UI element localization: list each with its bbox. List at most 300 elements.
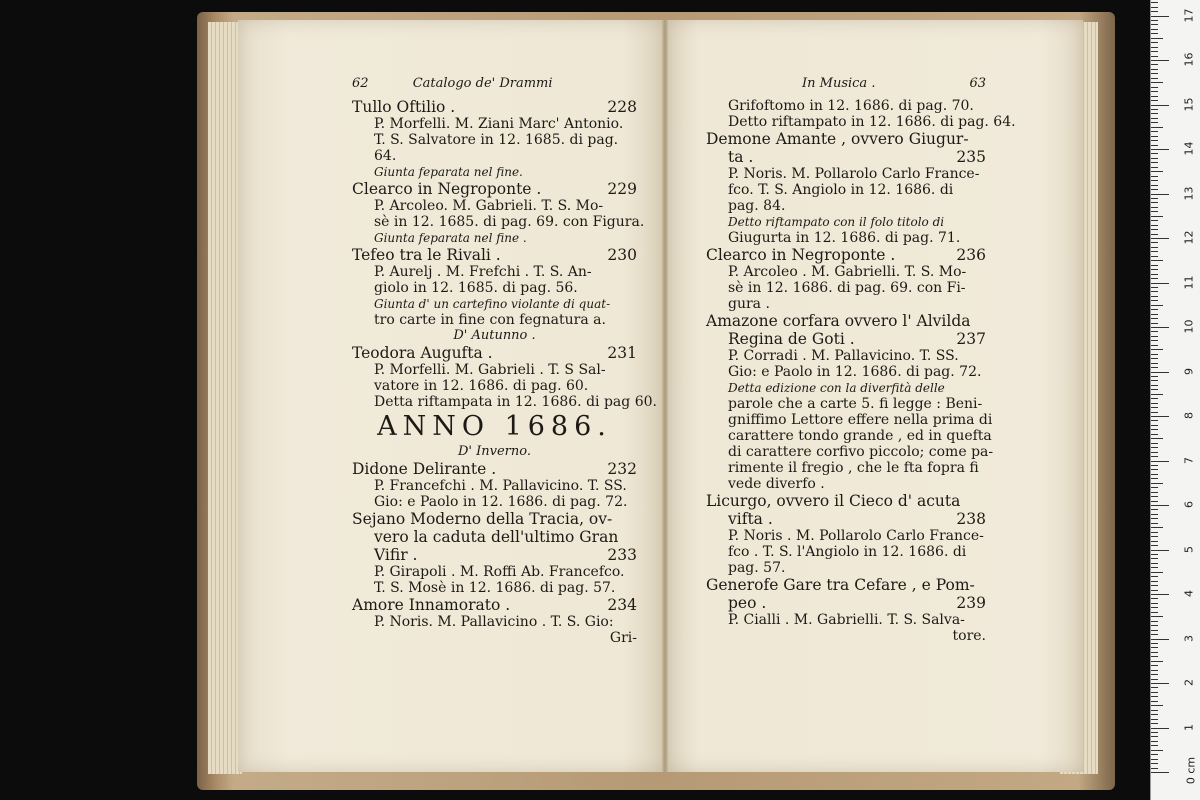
entry-title: [352, 546, 637, 564]
running-title: In Musica .: [802, 76, 876, 91]
line-text: fco . T. S. l'Angiolo in 12. 1686. di: [728, 544, 967, 560]
ruler-label: 12: [1182, 230, 1196, 245]
left-page-text: [352, 76, 657, 646]
ruler-tick: [1151, 2, 1158, 3]
ruler-tick: [1151, 692, 1158, 693]
ruler-label: 11: [1182, 275, 1196, 289]
ruler-tick: [1151, 456, 1158, 457]
line-text: carattere tondo grande , ed in quefta: [728, 428, 992, 444]
ruler-tick: [1151, 670, 1158, 671]
right-text-lines: [706, 98, 1016, 644]
ruler-tick: [1151, 625, 1158, 626]
line-text: Gio: e Paolo in 12. 1686. di pag. 72.: [728, 364, 982, 380]
ruler-tick: [1151, 60, 1169, 61]
line-text: P. Francefchi . M. Pallavicino. T. SS.: [374, 478, 627, 494]
line-text: peo .: [728, 594, 767, 612]
text-line: [352, 378, 637, 394]
ruler-tick: [1151, 69, 1158, 70]
ruler-tick: [1151, 265, 1158, 266]
ruler-tick: [1151, 598, 1158, 599]
ruler-tick: [1151, 723, 1158, 724]
ruler-tick: [1151, 314, 1158, 315]
ruler-tick: [1151, 109, 1158, 110]
ruler-tick: [1151, 541, 1158, 542]
entry-number: 229: [607, 180, 637, 198]
ruler-tick: [1151, 772, 1169, 773]
ruler-label: 7: [1182, 456, 1196, 464]
ruler-tick: [1151, 87, 1158, 88]
season-heading: [352, 444, 637, 460]
ruler-tick: [1151, 607, 1158, 608]
ruler-tick: [1151, 420, 1158, 421]
ruler-tick: [1151, 527, 1163, 528]
ruler-tick: [1151, 336, 1158, 337]
ruler-tick: [1151, 73, 1158, 74]
ruler-label: 2: [1182, 679, 1196, 686]
ruler-tick: [1151, 189, 1158, 190]
ruler-tick: [1151, 198, 1158, 199]
ruler-tick: [1151, 447, 1158, 448]
text-line: [706, 296, 986, 312]
text-line: [352, 494, 637, 510]
ruler-tick: [1151, 434, 1158, 435]
ruler-tick: [1151, 719, 1158, 720]
ruler-tick: [1151, 687, 1158, 688]
ruler-tick: [1151, 153, 1158, 154]
ruler-tick: [1151, 745, 1158, 746]
text-line: [706, 182, 986, 198]
ruler-tick: [1151, 323, 1158, 324]
ruler-tick: [1151, 438, 1163, 439]
ruler-tick: [1151, 229, 1158, 230]
ruler-tick: [1151, 91, 1158, 92]
text-line: [352, 614, 637, 630]
ruler-tick: [1151, 64, 1158, 65]
ruler-tick: [1151, 754, 1158, 755]
ruler-tick: [1151, 407, 1158, 408]
line-text: Detta riftampata in 12. 1686. di pag 60.: [374, 394, 657, 410]
entry-title: [352, 344, 637, 362]
text-line: [706, 444, 994, 460]
ruler-label: 5: [1182, 545, 1196, 553]
entry-title: [352, 98, 637, 116]
ruler-tick: [1151, 296, 1158, 297]
ruler-tick: [1151, 354, 1158, 355]
ruler-tick: [1151, 180, 1158, 181]
line-text: di carattere corfivo piccolo; come pa-: [728, 444, 994, 460]
line-text: Regina de Goti .: [728, 330, 855, 348]
text-line: [352, 116, 637, 132]
text-line: [706, 396, 986, 412]
entry-number: 237: [956, 330, 986, 348]
entry-title: [706, 594, 986, 612]
entry-title: [706, 510, 986, 528]
ruler-tick: [1151, 710, 1158, 711]
ruler-tick: [1151, 113, 1158, 114]
ruler-tick: [1151, 603, 1158, 604]
entry-number: 235: [956, 148, 986, 166]
ruler-label: 16: [1182, 52, 1196, 67]
ruler-label: 13: [1182, 186, 1196, 200]
text-line: [706, 280, 986, 296]
entry-note: [706, 214, 986, 230]
ruler-tick: [1151, 242, 1158, 243]
line-text: P. Morfelli. M. Gabrieli . T. S Sal-: [374, 362, 606, 378]
ruler-tick: [1151, 452, 1158, 453]
ruler-tick: [1151, 594, 1169, 595]
text-line: [706, 348, 986, 364]
line-text: sè in 12. 1686. di pag. 69. con Fi-: [728, 280, 966, 296]
ruler-tick: [1151, 136, 1158, 137]
ruler-tick: [1151, 11, 1158, 12]
ruler-tick: [1151, 367, 1158, 368]
text-line: [352, 148, 637, 164]
line-text: vero la caduta dell'ultimo Gran: [374, 528, 619, 546]
line-text: tore.: [952, 628, 986, 644]
year-heading: [352, 410, 637, 444]
ruler-tick: [1151, 363, 1158, 364]
line-text: Sejano Moderno della Tracia, ov-: [352, 510, 613, 528]
line-text: P. Arcoleo. M. Gabrieli. T. S. Mo-: [374, 198, 604, 214]
ruler-tick: [1151, 389, 1158, 390]
line-text: giolo in 12. 1685. di pag. 56.: [374, 280, 578, 296]
line-text: Tefeo tra le Rivali .: [352, 246, 501, 264]
ruler-label: 3: [1182, 634, 1196, 642]
ruler-tick: [1151, 274, 1158, 275]
ruler-tick: [1151, 96, 1158, 97]
line-text: Gio: e Paolo in 12. 1686. di pag. 72.: [374, 494, 628, 510]
ruler-tick: [1151, 234, 1158, 235]
ruler-tick: [1151, 474, 1158, 475]
ruler-tick: [1151, 145, 1158, 146]
text-line: [352, 478, 637, 494]
ruler-tick: [1151, 634, 1158, 635]
entry-title: [706, 330, 986, 348]
line-text: Clearco in Negroponte .: [352, 180, 542, 198]
running-head: [706, 76, 986, 98]
text-line: [706, 114, 1016, 130]
ruler-tick: [1151, 496, 1158, 497]
line-text: P. Corradi . M. Pallavicino. T. SS.: [728, 348, 959, 364]
ruler-tick: [1151, 300, 1158, 301]
ruler-tick: [1151, 149, 1169, 150]
line-text: P. Arcoleo . M. Gabrielli. T. S. Mo-: [728, 264, 967, 280]
ruler-tick: [1151, 283, 1169, 284]
ruler-tick: [1151, 29, 1158, 30]
ruler-tick: [1151, 56, 1158, 57]
line-text: Giugurta in 12. 1686. di pag. 71.: [728, 230, 961, 246]
ruler-tick: [1151, 509, 1158, 510]
measuring-ruler: [1150, 0, 1200, 800]
entry-note: [352, 164, 637, 180]
line-text: Clearco in Negroponte .: [706, 246, 896, 264]
text-line: [706, 230, 986, 246]
line-text: Detta edizione con la diverfità delle: [728, 381, 945, 395]
line-text: gniffimo Lettore effere nella prima di: [728, 412, 993, 428]
ruler-tick: [1151, 211, 1158, 212]
line-text: Teodora Augufta .: [352, 344, 493, 362]
ruler-tick: [1151, 287, 1158, 288]
ruler-tick: [1151, 554, 1158, 555]
line-text: P. Noris. M. Pollarolo Carlo France-: [728, 166, 980, 182]
line-text: Giunta feparata nel fine.: [374, 165, 523, 179]
ruler-tick: [1151, 291, 1158, 292]
ruler-label: 17: [1182, 8, 1196, 22]
running-head: [352, 76, 637, 98]
text-line: [706, 264, 986, 280]
line-text: Giunta d' un cartefino violante di quat-: [374, 297, 611, 311]
ruler-tick: [1151, 118, 1158, 119]
ruler-unit-label: 0 cm: [1184, 756, 1198, 785]
ruler-tick: [1151, 576, 1158, 577]
entry-number: 228: [607, 98, 637, 116]
ruler-tick: [1151, 403, 1158, 404]
line-text: parole che a carte 5. fi legge : Beni-: [728, 396, 983, 412]
line-text: P. Morfelli. M. Ziani Marc' Antonio.: [374, 116, 624, 132]
catchword: [352, 630, 637, 646]
text-line: [706, 198, 986, 214]
ruler-tick: [1151, 696, 1158, 697]
line-text: T. S. Mosè in 12. 1686. di pag. 57.: [374, 580, 616, 596]
ruler-tick: [1151, 327, 1169, 328]
ruler-tick: [1151, 425, 1158, 426]
book-gutter: [662, 20, 668, 772]
line-text: P. Girapoli . M. Roffi Ab. Francefco.: [374, 564, 625, 580]
ruler-tick: [1151, 581, 1158, 582]
ruler-tick: [1151, 220, 1158, 221]
page-number: 62: [352, 76, 369, 91]
entry-title: [706, 492, 986, 510]
entry-title: [352, 180, 637, 198]
left-text-lines: [352, 98, 657, 646]
ruler-tick: [1151, 24, 1158, 25]
entry-number: 232: [607, 460, 637, 478]
ruler-tick: [1151, 536, 1158, 537]
line-text: Amazone corfara ovvero l' Alvilda: [706, 312, 971, 330]
text-line: [706, 544, 986, 560]
ruler-tick: [1151, 732, 1158, 733]
text-line: [706, 476, 986, 492]
ruler-tick: [1151, 590, 1158, 591]
entry-number: 238: [956, 510, 986, 528]
ruler-tick: [1151, 728, 1169, 729]
running-title: Catalogo de' Drammi: [412, 76, 553, 91]
catchword: [706, 628, 986, 644]
text-line: [352, 312, 637, 328]
text-line: [352, 198, 637, 214]
line-text: ANNO 1686.: [377, 411, 612, 442]
ruler-tick: [1151, 247, 1158, 248]
ruler-label: 9: [1182, 367, 1196, 375]
text-line: [352, 362, 637, 378]
season-heading: [352, 328, 637, 344]
ruler-tick: [1151, 305, 1163, 306]
ruler-tick: [1151, 416, 1169, 417]
line-text: Giunta feparata nel fine .: [374, 231, 527, 245]
ruler-tick: [1151, 665, 1158, 666]
ruler-tick: [1151, 38, 1163, 39]
ruler-tick: [1151, 647, 1158, 648]
ruler-tick: [1151, 345, 1158, 346]
ruler-tick: [1151, 412, 1158, 413]
text-line: [706, 364, 986, 380]
line-text: D' Autunno .: [453, 328, 536, 343]
line-text: Licurgo, ovvero il Cieco d' acuta: [706, 492, 961, 510]
ruler-tick: [1151, 260, 1163, 261]
ruler-tick: [1151, 478, 1158, 479]
ruler-tick: [1151, 705, 1163, 706]
ruler-tick: [1151, 78, 1158, 79]
ruler-tick: [1151, 122, 1158, 123]
ruler-tick: [1151, 532, 1158, 533]
ruler-tick: [1151, 251, 1158, 252]
ruler-label: 15: [1182, 97, 1196, 111]
text-line: [706, 560, 986, 576]
ruler-tick: [1151, 643, 1158, 644]
ruler-label: 10: [1182, 319, 1196, 334]
ruler-tick: [1151, 701, 1158, 702]
ruler-label: 14: [1182, 141, 1196, 156]
ruler-tick: [1151, 202, 1158, 203]
entry-title: [352, 596, 637, 614]
text-line: [706, 98, 986, 114]
text-line: [706, 612, 986, 628]
entry-title: [706, 312, 986, 330]
ruler-tick: [1151, 558, 1158, 559]
page-number: 63: [969, 76, 986, 91]
ruler-tick: [1151, 185, 1158, 186]
text-line: [706, 460, 986, 476]
ruler-tick: [1151, 683, 1169, 684]
ruler-tick: [1151, 661, 1163, 662]
ruler-tick: [1151, 750, 1163, 751]
ruler-tick: [1151, 47, 1158, 48]
ruler-tick: [1151, 652, 1158, 653]
ruler-tick: [1151, 309, 1158, 310]
ruler-tick: [1151, 380, 1158, 381]
line-text: Demone Amante , ovvero Giugur-: [706, 130, 969, 148]
line-text: pag. 84.: [728, 198, 786, 214]
entry-number: 236: [956, 246, 986, 264]
line-text: T. S. Salvatore in 12. 1685. di pag.: [374, 132, 619, 148]
line-text: ta .: [728, 148, 754, 166]
ruler-label: 8: [1182, 412, 1196, 419]
text-line: [706, 166, 986, 182]
text-line: [352, 264, 637, 280]
ruler-tick: [1151, 256, 1158, 257]
ruler-tick: [1151, 656, 1158, 657]
entry-title: [352, 246, 637, 264]
ruler-tick: [1151, 714, 1158, 715]
ruler-tick: [1151, 176, 1158, 177]
entry-number: 231: [607, 344, 637, 362]
entry-title: [706, 148, 986, 166]
line-text: tro carte in fine con fegnatura a.: [374, 312, 606, 328]
ruler-tick: [1151, 372, 1169, 373]
entry-number: 234: [607, 596, 637, 614]
ruler-tick: [1151, 140, 1158, 141]
text-line: [352, 280, 637, 296]
ruler-tick: [1151, 487, 1158, 488]
line-text: Didone Delirante .: [352, 460, 497, 478]
ruler-tick: [1151, 523, 1158, 524]
line-text: P. Noris . M. Pollarolo Carlo France-: [728, 528, 984, 544]
entry-title: [706, 130, 986, 148]
ruler-tick: [1151, 105, 1169, 106]
ruler-tick: [1151, 225, 1158, 226]
ruler-tick: [1151, 394, 1163, 395]
entry-number: 230: [607, 246, 637, 264]
line-text: P. Noris. M. Pallavicino . T. S. Gio:: [374, 614, 614, 630]
ruler-tick: [1151, 469, 1158, 470]
ruler-tick: [1151, 238, 1169, 239]
ruler-tick: [1151, 398, 1158, 399]
line-text: vede diverfo .: [728, 476, 825, 492]
ruler-tick: [1151, 621, 1158, 622]
ruler-tick: [1151, 127, 1163, 128]
text-line: [352, 564, 637, 580]
ruler-tick: [1151, 572, 1163, 573]
ruler-tick: [1151, 33, 1158, 34]
text-line: [706, 428, 992, 444]
entry-title: [706, 576, 986, 594]
ruler-tick: [1151, 763, 1158, 764]
line-text: D' Inverno.: [458, 444, 531, 459]
ruler-tick: [1151, 492, 1158, 493]
ruler-tick: [1151, 612, 1158, 613]
line-text: 64.: [374, 148, 397, 164]
ruler-tick: [1151, 768, 1158, 769]
ruler-tick: [1151, 616, 1163, 617]
ruler-label: 6: [1182, 501, 1196, 508]
ruler-tick: [1151, 376, 1158, 377]
ruler-tick: [1151, 82, 1163, 83]
ruler-tick: [1151, 545, 1158, 546]
line-text: vatore in 12. 1686. di pag. 60.: [374, 378, 589, 394]
line-text: vifta .: [728, 510, 773, 528]
entry-number: 239: [956, 594, 986, 612]
ruler-tick: [1151, 501, 1158, 502]
ruler-tick: [1151, 465, 1158, 466]
entry-number: 233: [607, 546, 637, 564]
ruler-tick: [1151, 207, 1158, 208]
text-line: [352, 394, 657, 410]
ruler-tick: [1151, 741, 1158, 742]
line-text: Gri-: [609, 630, 637, 646]
ruler-tick: [1151, 385, 1158, 386]
entry-title: [706, 246, 986, 264]
ruler-tick: [1151, 278, 1158, 279]
line-text: P. Cialli . M. Gabrielli. T. S. Salva-: [728, 612, 965, 628]
line-text: Generofe Gare tra Cefare , e Pom-: [706, 576, 975, 594]
ruler-tick: [1151, 550, 1169, 551]
line-text: Amore Innamorato .: [352, 596, 511, 614]
ruler-tick: [1151, 7, 1158, 8]
entry-note: [352, 296, 637, 312]
ruler-label: 4: [1182, 590, 1196, 597]
line-text: pag. 57.: [728, 560, 786, 576]
ruler-tick: [1151, 167, 1158, 168]
ruler-tick: [1151, 349, 1163, 350]
text-line: [352, 132, 637, 148]
ruler-tick: [1151, 736, 1158, 737]
ruler-tick: [1151, 16, 1169, 17]
ruler-tick: [1151, 131, 1158, 132]
line-text: Grifoftomo in 12. 1686. di pag. 70.: [728, 98, 974, 114]
ruler-tick: [1151, 679, 1158, 680]
ruler-tick: [1151, 759, 1158, 760]
text-line: [352, 580, 637, 596]
